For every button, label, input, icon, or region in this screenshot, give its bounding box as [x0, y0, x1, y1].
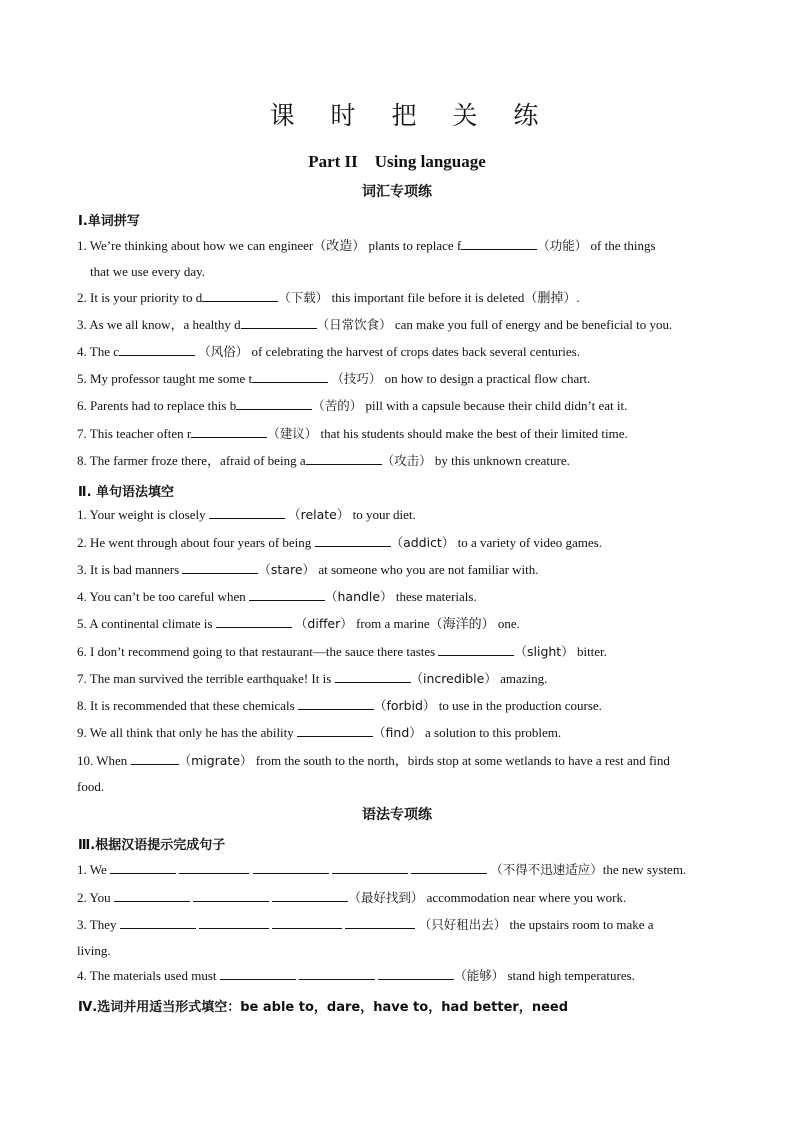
- answer-blank[interactable]: [345, 914, 415, 929]
- answer-blank[interactable]: [298, 695, 374, 710]
- answer-blank[interactable]: [297, 722, 373, 737]
- answer-blank[interactable]: [110, 859, 176, 874]
- grammar-heading: 语法专项练: [362, 807, 432, 823]
- answer-blank[interactable]: [209, 504, 285, 519]
- s3-item-3-continued: living.: [77, 943, 111, 958]
- answer-blank[interactable]: [378, 965, 454, 980]
- section-4-heading: Ⅳ.选词并用适当形式填空：be able to，dare，have to，had better，need: [78, 1000, 569, 1015]
- vocab-heading: 词汇专项练: [362, 184, 432, 200]
- s1-item-6: 6. Parents had to replace this b （苦的） pill with a capsule because their child didn’t eat it.: [77, 393, 718, 419]
- s1-item-1: 1. We’re thinking about how we can engineer（改造） plants to replace f （功能） of the things: [77, 233, 718, 259]
- answer-blank[interactable]: [202, 287, 278, 302]
- section-3-heading: Ⅲ.根据汉语提示完成句子: [78, 838, 226, 853]
- answer-blank[interactable]: [315, 532, 391, 547]
- s2-item-5: 5. A continental climate is （differ） from a marine（海洋的） one.: [77, 611, 718, 637]
- s1-item-1-continued: that we use every day.: [90, 264, 206, 279]
- answer-blank[interactable]: [241, 314, 317, 329]
- s2-item-3: 3. It is bad manners （stare） at someone who you are not familiar with.: [77, 557, 718, 583]
- answer-blank[interactable]: [119, 341, 195, 356]
- s1-item-4: 4. The c （风俗） of celebrating the harvest of crops dates back several centuries.: [77, 339, 718, 365]
- answer-blank[interactable]: [193, 887, 269, 902]
- s1-item-5: 5. My professor taught me some t （技巧） on how to design a practical flow chart.: [77, 366, 718, 392]
- answer-blank[interactable]: [216, 613, 292, 628]
- answer-blank[interactable]: [411, 859, 487, 874]
- s3-item-4: 4. The materials used must （能够） stand high temperatures.: [77, 963, 718, 989]
- s2-item-4: 4. You can’t be too careful when （handle） these materials.: [77, 584, 718, 610]
- answer-blank[interactable]: [179, 859, 249, 874]
- answer-blank[interactable]: [272, 914, 342, 929]
- answer-blank[interactable]: [438, 641, 514, 656]
- s2-item-9: 9. We all think that only he has the ability （find） a solution to this problem.: [77, 720, 718, 746]
- answer-blank[interactable]: [191, 423, 267, 438]
- answer-blank[interactable]: [220, 965, 296, 980]
- s3-item-3: 3. They （只好租出去） the upstairs room to make a: [77, 912, 718, 938]
- answer-blank[interactable]: [332, 859, 408, 874]
- s2-item-6: 6. I don’t recommend going to that restaurant—the sauce there tastes （slight） bitter.: [77, 639, 718, 665]
- answer-blank[interactable]: [236, 395, 312, 410]
- page-title: 课 时 把 关 练: [269, 101, 553, 130]
- s2-item-10: 10. When （migrate） from the south to the north，birds stop at some wetlands to have a rest and find: [77, 748, 718, 774]
- s2-item-2: 2. He went through about four years of being （addict） to a variety of video games.: [77, 530, 718, 556]
- answer-blank[interactable]: [306, 450, 382, 465]
- answer-blank[interactable]: [252, 368, 328, 383]
- s1-item-2: 2. It is your priority to d （下载） this important file before it is deleted（删掉）.: [77, 285, 718, 311]
- answer-blank[interactable]: [461, 235, 537, 250]
- s2-item-7: 7. The man survived the terrible earthquake! It is （incredible） amazing.: [77, 666, 718, 692]
- answer-blank[interactable]: [249, 586, 325, 601]
- section-2-heading: Ⅱ. 单句语法填空: [78, 485, 175, 500]
- answer-blank[interactable]: [131, 750, 179, 765]
- s1-item-3: 3. As we all know，a healthy d （日常饮食） can make you full of energy and be beneficial to you.: [77, 312, 718, 338]
- answer-blank[interactable]: [253, 859, 329, 874]
- section-1-heading: Ⅰ.单词拼写: [78, 214, 140, 229]
- answer-blank[interactable]: [299, 965, 375, 980]
- answer-blank[interactable]: [120, 914, 196, 929]
- answer-blank[interactable]: [272, 887, 348, 902]
- s2-item-8: 8. It is recommended that these chemicals （forbid） to use in the production course.: [77, 693, 718, 719]
- answer-blank[interactable]: [199, 914, 269, 929]
- part-heading: Part II Using language: [308, 152, 486, 171]
- s2-item-1: 1. Your weight is closely （relate） to your diet.: [77, 502, 718, 528]
- s3-item-1: 1. We （不得不迅速适应）the new system.: [77, 857, 718, 883]
- answer-blank[interactable]: [182, 559, 258, 574]
- answer-blank[interactable]: [114, 887, 190, 902]
- s1-item-8: 8. The farmer froze there，afraid of being a （攻击） by this unknown creature.: [77, 448, 718, 474]
- s2-item-10-continued: food.: [77, 779, 105, 794]
- answer-blank[interactable]: [335, 668, 411, 683]
- s3-item-2: 2. You （最好找到） accommodation near where you work.: [77, 885, 718, 911]
- s1-item-7: 7. This teacher often r （建议） that his students should make the best of their limited time.: [77, 421, 718, 447]
